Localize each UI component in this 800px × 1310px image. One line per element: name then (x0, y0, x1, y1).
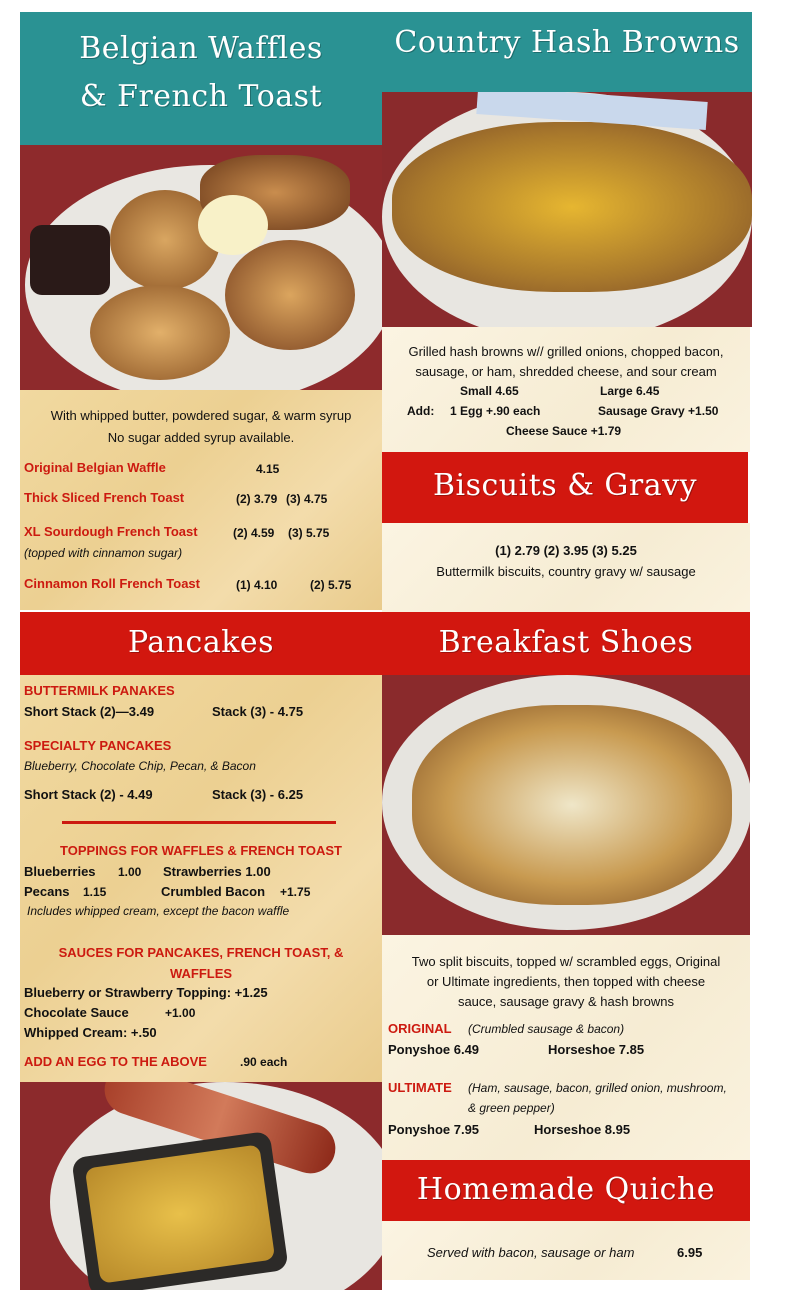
waffles-title-2: & French Toast (79, 79, 323, 114)
egg-heading: ADD AN EGG TO THE ABOVE (24, 1054, 207, 1069)
ultimate-ponyshoe: Ponyshoe 7.95 (388, 1122, 480, 1137)
quiche-header (382, 1160, 750, 1221)
toppings-heading: TOPPINGS FOR WAFFLES & FRENCH TOAST (60, 843, 342, 858)
menu-item-price: (2) 5.75 (310, 578, 352, 592)
waffles-title-1: Belgian Waffles (79, 31, 323, 66)
hash-gravy-addon: Sausage Gravy +1.50 (598, 404, 719, 418)
sauces-heading: SAUCES FOR PANCAKES, FRENCH TOAST, & WAFFLES (58, 945, 344, 981)
original-heading: ORIGINAL (388, 1021, 452, 1036)
breakfast-shoes-photo (382, 675, 750, 935)
sauce-fruit: Blueberry or Strawberry Topping: +1.25 (24, 985, 268, 1000)
shoes-title: Breakfast Shoes (438, 625, 694, 660)
hash-cheese-addon: Cheese Sauce +1.79 (506, 424, 622, 438)
menu-item-price: (3) 4.75 (286, 492, 328, 506)
sauce-chocolate: Chocolate Sauce (24, 1005, 129, 1020)
topping-blueberries: Blueberries (24, 864, 96, 879)
specialty-stack: Stack (3) - 6.25 (212, 787, 304, 802)
specialty-heading: SPECIALTY PANCAKES (24, 738, 172, 753)
topping-pecans-price: 1.15 (83, 885, 107, 899)
original-note: (Crumbled sausage & bacon) (468, 1022, 625, 1036)
quiche-photo (20, 1082, 382, 1290)
ultimate-note: (Ham, sausage, bacon, grilled onion, mushroom, (468, 1081, 727, 1095)
menu-item-name: Thick Sliced French Toast (24, 490, 185, 505)
sauce-whipped: Whipped Cream: +.50 (24, 1025, 157, 1040)
egg-price: .90 each (240, 1055, 288, 1069)
biscuits-prices: (1) 2.79 (2) 3.95 (3) 5.25 (495, 543, 637, 558)
menu-item-name: XL Sourdough French Toast (24, 524, 198, 539)
buttermilk-stack: Stack (3) - 4.75 (212, 704, 304, 719)
menu-item-note: (topped with cinnamon sugar) (24, 546, 183, 560)
pancakes-panel (20, 675, 382, 1082)
hash-desc-2: sausage, or ham, shredded cheese, and sour cream (415, 364, 717, 379)
topping-bacon: Crumbled Bacon (161, 884, 266, 899)
menu-item-name: Cinnamon Roll French Toast (24, 576, 200, 591)
shoes-desc-3: sauce, sausage gravy & hash browns (457, 994, 675, 1009)
hash-egg-addon: 1 Egg +.90 each (450, 404, 541, 418)
ultimate-heading: ULTIMATE (388, 1080, 452, 1095)
specialty-desc: Blueberry, Chocolate Chip, Pecan, & Bacon (24, 759, 256, 773)
menu-item-price: (2) 4.59 (233, 526, 275, 540)
hash-panel (382, 327, 750, 452)
menu-item-price: (3) 5.75 (288, 526, 330, 540)
waffles-panel (20, 390, 382, 610)
sauce-chocolate-price: +1.00 (165, 1006, 196, 1020)
quiche-price: 6.95 (677, 1245, 703, 1260)
buttermilk-heading: BUTTERMILK PANAKES (24, 683, 175, 698)
menu-item-price: 4.15 (256, 462, 280, 476)
original-ponyshoe: Ponyshoe 6.49 (388, 1042, 480, 1057)
hash-large-price: Large 6.45 (600, 384, 660, 398)
waffles-header (20, 12, 382, 145)
ultimate-note-2: & green pepper) (468, 1101, 555, 1115)
specialty-short-stack: Short Stack (2) - 4.49 (24, 787, 153, 802)
menu-item-price: (1) 4.10 (236, 578, 278, 592)
hash-desc-1: Grilled hash browns w// grilled onions, chopped bacon, (408, 344, 724, 359)
topping-blueberries-price: 1.00 (118, 865, 142, 879)
topping-bacon-price: +1.75 (280, 885, 311, 899)
menu-item-price: (2) 3.79 (236, 492, 278, 506)
shoes-panel (382, 935, 750, 1160)
menu-item-name: Original Belgian Waffle (24, 460, 166, 475)
shoes-desc-2: or Ultimate ingredients, then topped with cheese (426, 974, 706, 989)
quiche-desc: Served with bacon, sausage or ham (427, 1245, 635, 1260)
hash-browns-photo (382, 92, 752, 327)
biscuits-panel (382, 523, 750, 612)
topping-strawberries: Strawberries 1.00 (163, 864, 271, 879)
toppings-note: Includes whipped cream, except the bacon waffle (27, 904, 290, 918)
buttermilk-short-stack: Short Stack (2)—3.49 (24, 704, 155, 719)
french-toast-photo (20, 145, 382, 390)
hash-add-label: Add: (407, 404, 435, 418)
hash-small-price: Small 4.65 (460, 384, 519, 398)
ultimate-horseshoe: Horseshoe 8.95 (534, 1122, 631, 1137)
topping-pecans: Pecans (24, 884, 70, 899)
biscuits-title: Biscuits & Gravy (432, 468, 698, 503)
biscuits-desc: Buttermilk biscuits, country gravy w/ sausage (436, 564, 696, 579)
waffles-desc-2: No sugar added syrup available. (107, 430, 295, 445)
divider (62, 821, 336, 824)
shoes-desc-1: Two split biscuits, topped w/ scrambled eggs, Original (411, 954, 721, 969)
quiche-title: Homemade Quiche (416, 1172, 716, 1207)
biscuits-header (382, 452, 748, 523)
pancakes-title: Pancakes (127, 625, 275, 660)
quiche-panel (382, 1221, 750, 1280)
hash-title: Country Hash Browns (394, 25, 740, 60)
original-horseshoe: Horseshoe 7.85 (548, 1042, 645, 1057)
waffles-desc-1: With whipped butter, powdered sugar, & warm syrup (50, 408, 352, 423)
